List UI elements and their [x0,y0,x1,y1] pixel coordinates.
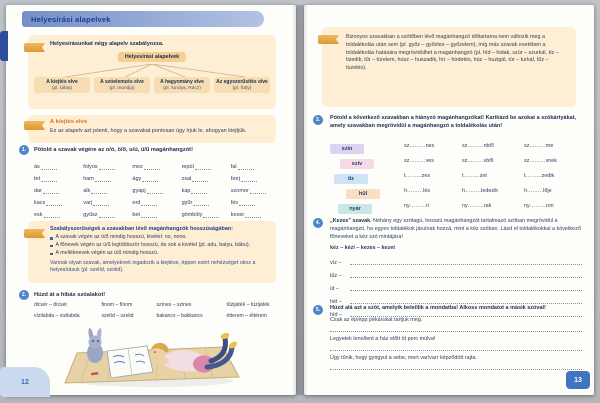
exercise-5-block [330,305,582,370]
word-card: nyár [338,204,372,214]
bullet-icon [50,245,53,248]
bunny-icon [87,328,103,363]
word-pair: vízilabda – vizilabda [34,313,80,319]
blank-line [44,216,60,218]
blank-line [192,180,208,182]
word-pair: színes – szines [156,302,192,308]
word-blank: bet [132,212,181,218]
word-card: szív [340,159,374,169]
rules-heading: Szabályszerűségek a szavakban lévő magánhangzók hosszúságában: [50,226,234,232]
word-blank: mez [132,164,181,170]
sentence-text: Úgy tűnik, hogy gyógyul a sebe, mert var/varr képződött rajta. [330,354,477,361]
principle-node: Az egyszerűsítés elve (pl. fütty) [214,77,270,93]
blank-line [142,180,158,182]
bullet-icon [50,237,53,240]
fill-word: h………ledezik [462,188,498,194]
sentence-list [330,317,582,370]
sentence-block [330,355,582,370]
blank-line [93,204,109,206]
rule-item: A főnevek végén az ú/ű legtöbbször hosszú, de sok a kivétel (pl. adu, batyu, bábu). [50,242,268,250]
fill-word: sz………ves [404,158,434,164]
fill-word: sz………nes [404,143,435,149]
word-blank: fal [231,164,280,170]
blank-line [141,216,157,218]
answer-line [330,345,582,351]
fill-word: t………zet [462,173,487,179]
bookmark-icon [318,35,339,44]
blank-line [238,168,254,170]
diagram-connector-lines [37,64,267,77]
card-row [330,167,580,182]
answer-line [330,364,582,370]
word-blank: esk [34,212,83,218]
right-page [304,5,594,395]
word-pair: szelíd – szelid [101,313,134,319]
word-blank: gyűr [182,200,231,206]
bookmark-icon [24,43,45,52]
blank-line [245,216,261,218]
word-card: szín [330,144,364,154]
word-pairs-grid [34,302,284,324]
word-card: hűl [346,189,380,199]
word-blank: gömböly [182,212,231,218]
box-heading: A kiejtés elve [50,119,88,125]
box-text: Ez az alapelv azt jelenti, hogy a szavakat pontosan úgy írjuk le, ahogyan kiejtjük. [50,128,247,134]
principle-node: A szóelemzés elve (pl. mondja) [94,77,150,93]
rules-list [50,234,268,258]
stem-line: híd – [330,305,582,318]
word-blank: kap [182,188,231,194]
exercise-4-block [330,218,582,318]
blank-line [203,216,219,218]
word-blank: gyapj [132,188,181,194]
stem-line: út – [330,279,582,292]
exercise-1-instruction: Pótold a szavak végére az o/ó, ö/ő, u/ú, ü/ű magánhangzót! [34,147,193,153]
word-blank: dar [34,188,83,194]
exercise-4-text: Néhány egy szótagú, hosszú magánhangzót tartalmazó szóban megrövidül a magánhangzó, ha egyes toldalékok járulnak hozzá, mint a kéz szóban. Lásd el toldalékokkal a következő főneveket a kéz szó mintájára! [330,218,581,240]
fill-word: t………zes [404,173,431,179]
word-blank: repül [182,164,231,170]
rules-box [28,221,276,283]
fill-word: ny………rak [462,203,492,209]
fill-word: sz………nből [462,143,494,149]
principle-node: A kiejtés elve (pl. tábla) [34,77,90,93]
blank-line [91,192,107,194]
word-blank: ás [34,164,83,170]
blank-line [46,204,62,206]
word-blank: borj [231,176,280,182]
chapter-tab [0,31,8,61]
sentence-block [330,336,582,351]
exercise-1-badge: 1. [19,145,29,155]
answer-line [350,276,582,278]
blank-line [193,204,209,206]
fill-word: sz………vből [462,158,494,164]
sentence-text: Legyetek lenn/lent a ház előtt öt perc múlva! [330,335,436,342]
intro-lead: Helyesírásunkat négy alapelv szabályozza. [50,41,164,47]
principle-node: A hagyomány elve (pl. furulya, Rácz) [154,77,210,93]
word-blank: ham [83,176,132,182]
card-row [330,152,580,167]
rules-note: Vannak olyan szavak, amelyeknek ingadozik a kiejtése, éppen ezért nehézséget okoz a helyesírásuk (pl. szelíd, szolid). [50,259,256,274]
blank-line [241,180,257,182]
word-pair: dicsér – dícsér [34,302,68,308]
rule-item: A melléknevek végén az ú/ű mindig hosszú. [50,250,268,258]
blank-line [141,204,157,206]
left-page [6,5,296,395]
kiejtes-box [28,115,276,143]
answer-line [350,263,582,265]
stem-line: víz – [330,253,582,266]
card-row [330,182,580,197]
bookmark-icon [24,229,45,238]
word-blank: kacs [34,200,83,206]
exercise-4-badge: 4. [313,218,323,228]
fill-word: t………zedik [524,173,555,179]
answer-line [350,289,582,291]
sentence-block [330,317,582,332]
fill-word: ny………ri [404,203,429,209]
info-box [322,27,576,107]
blank-line [195,168,211,170]
exercise-3-badge: 3. [313,115,323,125]
blank-line [95,180,111,182]
blank-line [250,192,266,194]
bookmark-icon [24,121,45,130]
word-pair: étterem – éttérem [226,313,267,319]
exercise-4-title: „Kezes” szavak. [330,218,372,224]
blank-line [99,216,115,218]
page-title: Helyesírási alapelvek [31,14,111,24]
blank-line [239,204,255,206]
word-pair: tűzijáték – tüzijáték [226,302,270,308]
exercise-5-instruction: Húzd alá azt a szót, amelyik beleillik a mondatba! Alkoss mondatot a másik szóval! [330,305,546,311]
principles-grid [34,77,270,93]
fill-word: sz………vnek [524,158,557,164]
blank-line [144,168,160,170]
word-blank: fés [231,200,280,206]
blank-line [147,192,163,194]
exercise-2-badge: 2. [19,290,29,300]
word-blank: szomor [231,188,280,194]
blank-line [41,168,57,170]
word-blank: ágy [132,176,181,182]
fill-word: h………lője [524,188,552,194]
info-text: Bizonyos szavakban a szótőben lévő magánhangzó időtartama nem változik meg a toldalékolás után sem (pl. győz – győztes – győzelem), míg más szavak esetében a toldalékolás hatására megrövidülhet a magánhangzó (pl. híd – hidak, szúr – szurkál, tíz – tizedik, tűr – türelem, húsz – huszadik, hír – hirdetés, húz – huzigál, túr – turkál, tűz – tüzelés). [346,34,559,72]
rule-item: A szavak végén az ó/ő mindig hosszú, kivétel: no, nono. [50,234,268,242]
word-blank: alk [83,188,132,194]
fill-word: ny………ron [524,203,554,209]
sentence-text: Csak az ép/épp pékárukat tartjuk meg. [330,316,423,323]
fill-word: sz………nre [524,143,554,149]
word-pair: finom – fínom [101,302,133,308]
card-table [330,137,580,212]
blank-line [43,192,59,194]
word-pair: bakancs – bakkancs [156,313,203,319]
word-blank-grid [34,158,280,218]
blank-line [191,192,207,194]
page-number-left: 12 [0,367,50,397]
intro-box [28,35,276,109]
diagram-root-node: Helyesírási alapelvek [118,52,186,62]
fill-word: h………lés [404,188,431,194]
card-row [330,137,580,152]
word-blank: zsal [182,176,231,182]
word-blank: gyűsz [83,212,132,218]
stem-line: hét – [330,292,582,305]
chapter-header [22,11,264,27]
stem-line: tűz – [330,266,582,279]
blank-line [41,180,57,182]
word-card: tíz [334,174,368,184]
word-blank: varj [83,200,132,206]
page-number-right: 13 [566,371,590,389]
blank-line [99,168,115,170]
word-blank: folyos [83,164,132,170]
answer-line [330,326,582,332]
exercise-3-instruction: Pótold a következő szavakban a hiányzó magánhangzókat! Karikázd be azokat a szókártyákat, amely szavakban megrövidül a magánhangzó a toldalékolás után! [330,115,577,129]
word-blank: keser [231,212,280,218]
word-blank: tet [34,176,83,182]
word-blank: erd [132,200,181,206]
exercise-5-badge: 5. [313,305,323,315]
exercise-2-instruction: Húzd át a hibás szóalakot! [34,292,106,298]
card-row [330,197,580,212]
bullet-icon [50,253,53,256]
illustration-child-drawing [61,323,243,389]
exercise-4-example: kéz – kézi – kezes – kezet [330,245,396,252]
